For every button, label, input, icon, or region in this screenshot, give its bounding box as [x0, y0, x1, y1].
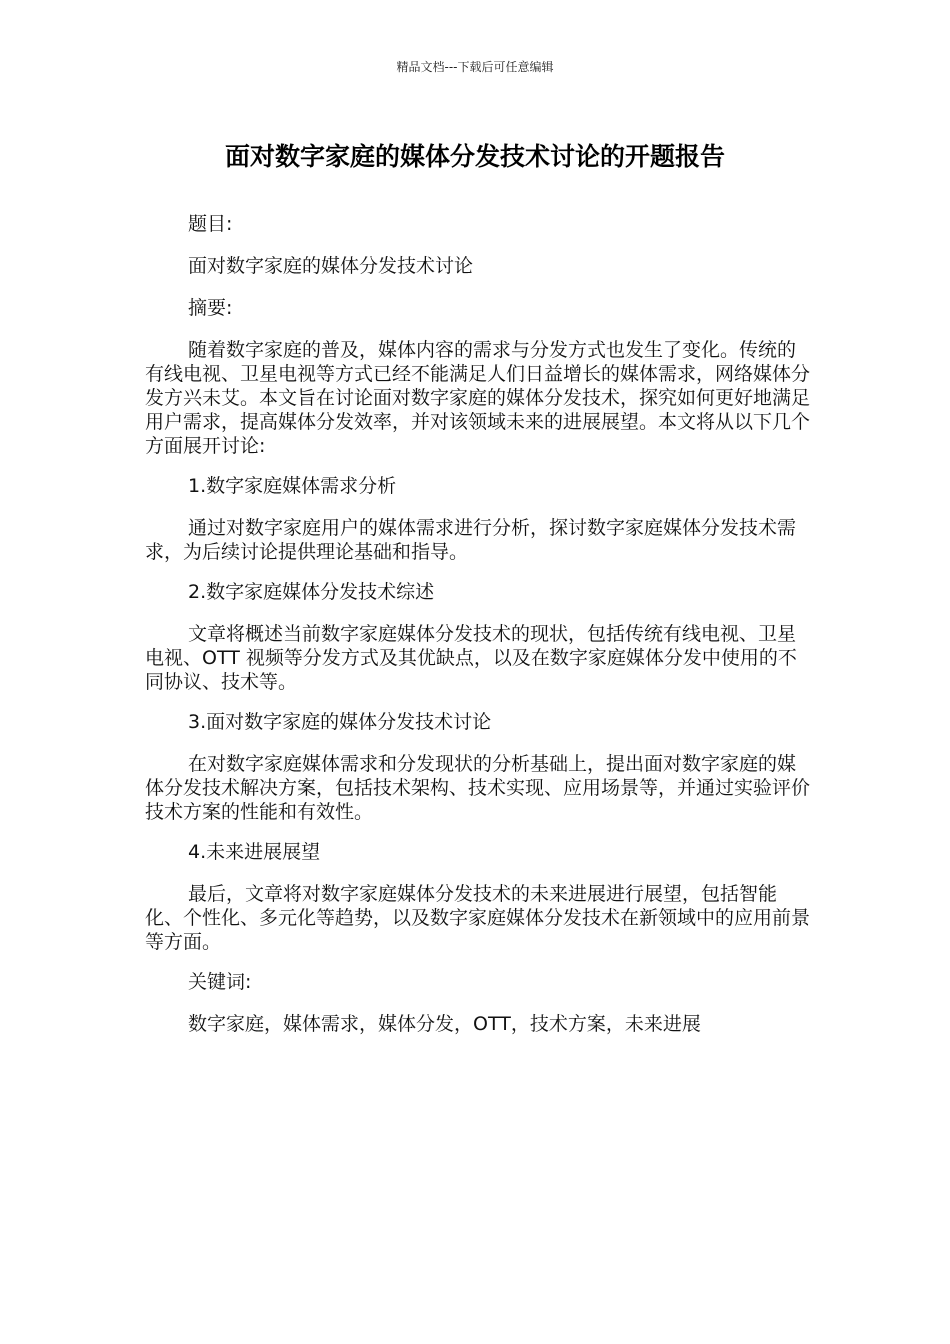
label-topic: 题目:: [188, 213, 233, 235]
section-paragraph-1: 通过对数字家庭用户的媒体需求进行分析，探讨数字家庭媒体分发技术需求，为后续讨论提供理论基础和指导。: [145, 517, 797, 563]
section-heading-3: 3.面对数字家庭的媒体分发技术讨论: [188, 711, 492, 733]
section-paragraph-3: 在对数字家庭媒体需求和分发现状的分析基础上，提出面对数字家庭的媒体分发技术解决方案，包括技术架构、技术实现、应用场景等，并通过实验评价技术方案的性能和有效性。: [145, 753, 811, 823]
section-heading-4: 4.未来进展展望: [188, 841, 321, 863]
label-abstract: 摘要:: [188, 297, 233, 319]
page-header: 精品文档---下载后可任意编辑: [396, 60, 554, 74]
section-heading-1: 1.数字家庭媒体需求分析: [188, 475, 397, 497]
keywords-text: 数字家庭，媒体需求，媒体分发，OTT，技术方案，未来进展: [188, 1013, 701, 1035]
section-heading-2: 2.数字家庭媒体分发技术综述: [188, 581, 435, 603]
section-paragraph-2: 文章将概述当前数字家庭媒体分发技术的现状，包括传统有线电视、卫星电视、OTT 视频等分发方式及其优缺点，以及在数字家庭媒体分发中使用的不同协议、技术等。: [145, 623, 797, 693]
label-keywords: 关键词:: [188, 971, 252, 993]
document-title: 面对数字家庭的媒体分发技术讨论的开题报告: [224, 142, 725, 171]
section-paragraph-4: 最后，文章将对数字家庭媒体分发技术的未来进展进行展望，包括智能化、个性化、多元化等趋势，以及数字家庭媒体分发技术在新领域中的应用前景等方面。: [145, 883, 811, 953]
document-body: [145, 212, 810, 1054]
topic-text: 面对数字家庭的媒体分发技术讨论: [188, 255, 474, 277]
abstract-paragraph: 随着数字家庭的普及，媒体内容的需求与分发方式也发生了变化。传统的有线电视、卫星电视等方式已经不能满足人们日益增长的媒体需求，网络媒体分发方兴未艾。本文旨在讨论面对数字家庭的媒体分发技术，探究如何更好地满足用户需求，提高媒体分发效率，并对该领域未来的进展展望。本文将从以下几个方面展开讨论:: [145, 339, 811, 457]
